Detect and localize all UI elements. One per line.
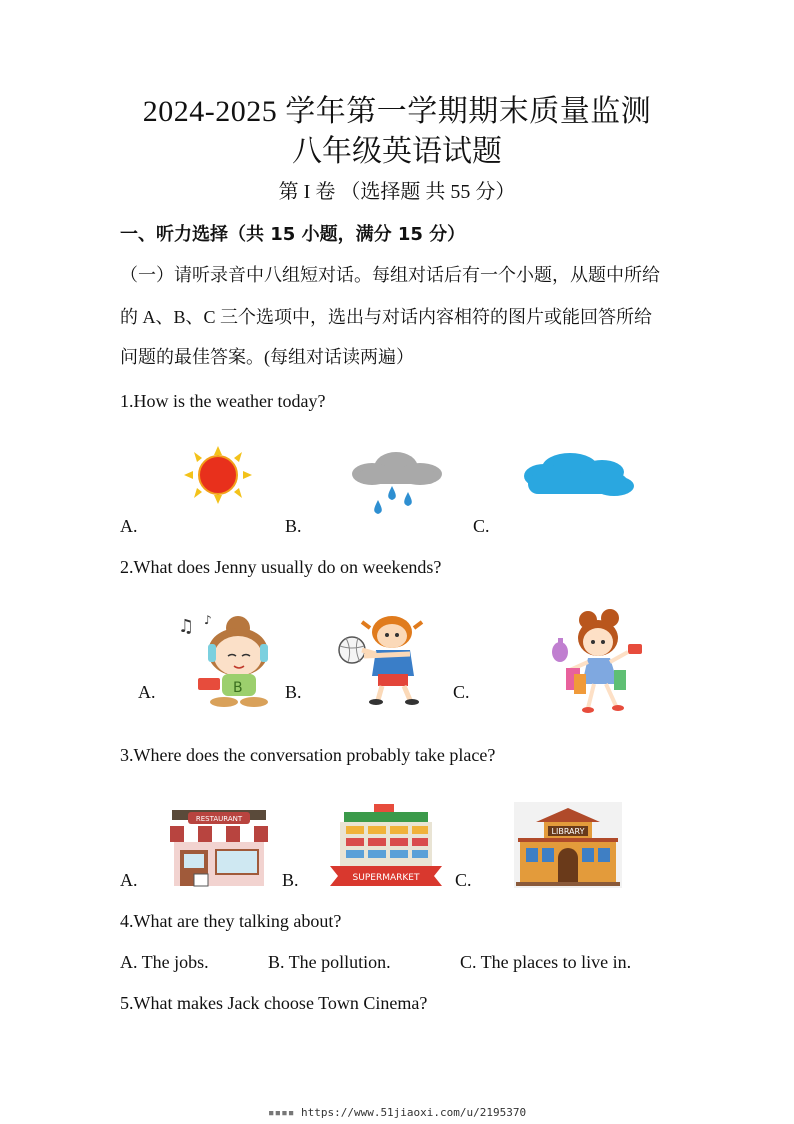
footer-watermark [0,1106,794,1119]
paper-part-title: 第 I 卷 （选择题 共 55 分） [278,181,516,203]
watermark-logo-icon: ▪▪▪▪ [267,1106,295,1119]
q1-option-c[interactable]: C. [473,516,490,536]
question-1: 1.How is the weather today? [120,391,326,411]
supermarket-icon [330,804,442,888]
supermarket-sign: SUPERMARKET [352,873,420,883]
q3-option-a[interactable]: A. [120,870,138,890]
question-3: 3.Where does the conversation probably take place? [120,745,496,765]
q3-option-b[interactable]: B. [282,870,299,890]
q1-option-b[interactable]: B. [285,516,302,536]
sun-icon [184,446,252,504]
q2-option-c[interactable]: C. [453,682,470,702]
svg-text:♫: ♫ [178,616,195,637]
q1-option-a[interactable]: A. [120,516,138,536]
q4-option-b[interactable]: B. The pollution. [268,952,391,972]
question-2: 2.What does Jenny usually do on weekends? [120,557,442,577]
cloud-icon [522,450,634,500]
library-icon [514,802,622,888]
q2-option-a[interactable]: A. [138,682,156,702]
restaurant-icon [168,808,270,888]
girl-listening-music-icon [176,608,276,708]
question-4: 4.What are they talking about? [120,911,342,931]
exam-subtitle: 八年级英语试题 [292,135,502,168]
girl-shopping-icon [548,604,646,716]
rain-cloud-icon [348,446,444,520]
library-sign: LIBRARY [551,827,585,836]
watermark-url[interactable]: https://www.51jiaoxi.com/u/2195370 [300,1106,527,1119]
q4-option-a[interactable]: A. The jobs. [120,952,209,972]
q2-option-b[interactable]: B. [285,682,302,702]
restaurant-sign: RESTAURANT [195,815,243,823]
exam-title: 2024-2025 学年第一学期期末质量监测 [142,95,652,128]
question-5: 5.What makes Jack choose Town Cinema? [120,993,428,1013]
instruction-line-1: （一）请听录音中八组短对话。每组对话后有一个小题，从题中所给 [120,265,660,285]
q4-option-c[interactable]: C. The places to live in. [460,952,632,972]
girl-playing-volleyball-icon [334,610,430,706]
instruction-line-3: 问题的最佳答案。(每组对话读两遍） [120,347,414,367]
instruction-line-2: 的 A、B、C 三个选项中，选出与对话内容相符的图片或能回答所给 [120,307,653,327]
svg-text:♪: ♪ [204,613,212,627]
svg-text:B: B [233,680,243,696]
section-heading: 一、听力选择（共 15 小题，满分 15 分） [120,224,466,245]
q3-option-c[interactable]: C. [455,870,472,890]
